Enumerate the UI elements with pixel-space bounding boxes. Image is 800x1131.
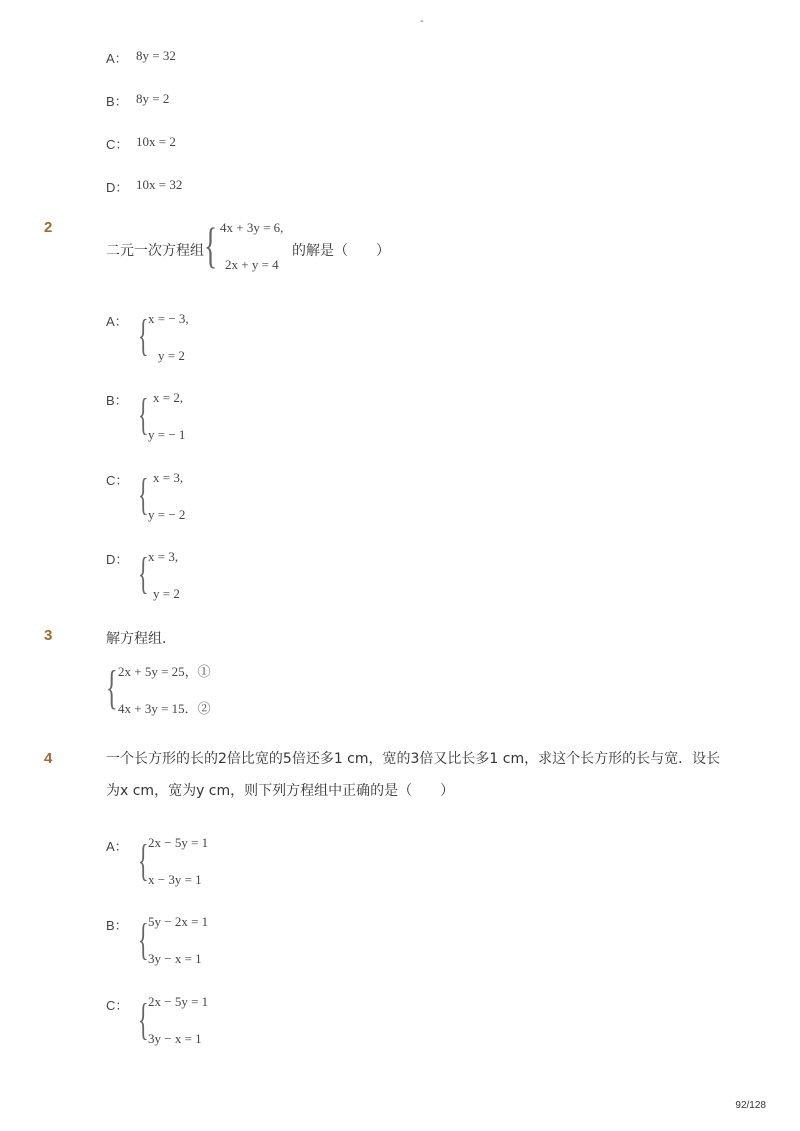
q1-option-b-label[interactable]: B： — [106, 94, 128, 109]
q2-eq2: 2x + y = 4 — [225, 257, 279, 272]
q2-option-d-label[interactable]: D： — [106, 552, 129, 567]
q4-number: 4 — [44, 750, 53, 767]
q4-option-b-line2: 3y − x = 1 — [148, 951, 202, 966]
q1-option-c-label[interactable]: C： — [106, 137, 129, 152]
q4-option-c-line2: 3y − x = 1 — [148, 1031, 202, 1046]
q2-suffix: 的解是（ ） — [292, 243, 390, 259]
q1-option-a-expr: 8y = 32 — [136, 48, 176, 63]
q1-option-a-label[interactable]: A： — [106, 51, 128, 66]
q2-option-b-brace: { — [138, 390, 149, 439]
q3-system-brace: { — [106, 661, 118, 714]
q2-option-a-brace: { — [138, 311, 149, 360]
q4-text: 一个长方形的长的2倍比宽的5倍还多1 cm，宽的3倍又比长多1 cm，求这个长方形的长与宽．设长为x cm，宽为y cm，则下列方程组中正确的是（ ） — [106, 751, 721, 799]
q2-option-c-brace: { — [138, 470, 149, 519]
q2-option-c-line1: x = 3, — [153, 470, 184, 485]
q2-option-b-line2: y = − 1 — [148, 427, 186, 442]
q4-option-b-label[interactable]: B： — [106, 918, 128, 933]
q2-prefix: 二元一次方程组 — [106, 243, 204, 259]
q2-eq1: 4x + 3y = 6, — [220, 220, 284, 235]
q1-option-c-expr: 10x = 2 — [136, 134, 176, 149]
q4-option-c-brace: { — [138, 995, 149, 1044]
q1-option-d-expr: 10x = 32 — [136, 177, 183, 192]
q2-option-c-line2: y = − 2 — [148, 507, 186, 522]
q2-number: 2 — [44, 219, 53, 236]
q2-option-b-line1: x = 2, — [153, 390, 184, 405]
q2-option-d-line1: x = 3, — [148, 549, 179, 564]
q2-option-a-label[interactable]: A： — [106, 314, 128, 329]
q1-option-b-expr: 8y = 2 — [136, 91, 170, 106]
q2-system-brace: { — [204, 217, 218, 273]
q4-option-a-brace: { — [138, 836, 149, 885]
q3-text: 解方程组． — [106, 631, 176, 647]
q3-number: 3 — [44, 627, 53, 644]
q4-option-c-label[interactable]: C： — [106, 998, 129, 1013]
q2-option-a-line2: y = 2 — [158, 348, 185, 363]
q2-option-a-line1: x = − 3, — [148, 311, 189, 326]
q3-eq1: 2x + 5y = 25，① — [118, 664, 211, 679]
q2-option-d-line2: y = 2 — [153, 586, 180, 601]
q2-option-c-label[interactable]: C： — [106, 473, 129, 488]
q2-option-b-label[interactable]: B： — [106, 393, 128, 408]
q3-eq2: 4x + 3y = 15．② — [118, 701, 211, 716]
q4-option-b-line1: 5y − 2x = 1 — [148, 914, 209, 929]
page-number: 92/128 — [735, 1100, 766, 1111]
q1-option-d-label[interactable]: D： — [106, 180, 129, 195]
q4-option-a-label[interactable]: A： — [106, 839, 128, 854]
q4-option-a-line2: x − 3y = 1 — [148, 872, 202, 887]
q2-option-d-brace: { — [138, 549, 149, 598]
header-mark: - — [420, 16, 424, 27]
q4-option-c-line1: 2x − 5y = 1 — [148, 994, 209, 1009]
q4-option-b-brace: { — [138, 915, 149, 964]
q4-option-a-line1: 2x − 5y = 1 — [148, 835, 209, 850]
